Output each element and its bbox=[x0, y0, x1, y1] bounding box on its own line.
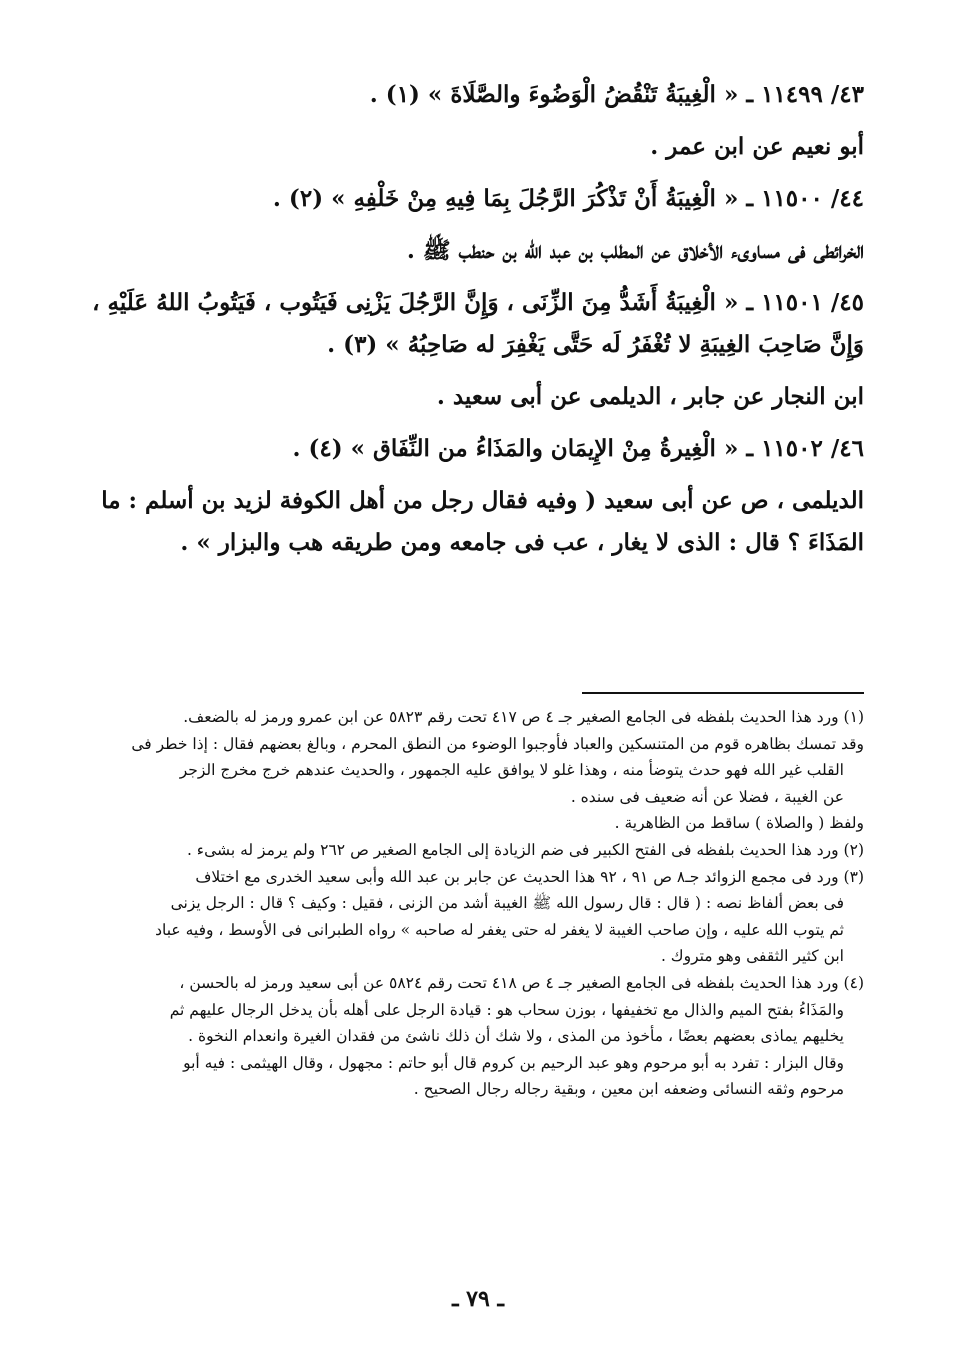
hadith-44-line: ٤٤/ ١١٥٠٠ ـ « الْغِيبَةُ أَنْ تَذْكُرَ الرَّجُلَ بِمَا فِيهِ مِنْ خَلْفِهِ » (٢) . bbox=[272, 185, 864, 212]
hadith-43-source: أبو نعيم عن ابن عمر . bbox=[650, 133, 864, 160]
footnote-2-line-1: (٢) ورد هذا الحديث بلفظه فى الفتح الكبير فى ضم الزيادة إلى الجامع الصغير ص ٢٦٢ ولم يرمز له بشىء . bbox=[186, 840, 864, 859]
hadith-46-source-line-2: المَذَاءَ ؟ قال : الذى لا يغار ، عب فى جامعه ومن طريقه هب والبزار » . bbox=[180, 529, 864, 556]
footnote-3-line-4: ابن كثير الثقفى وهو متروك . bbox=[660, 947, 844, 966]
footnote-4-line-4: وقال البزار : تفرد به أبو مرحوم وهو عبد الرحيم بن كروم قال أبو حاتم : مجهول ، وقال الهيثمى : فيه أبو bbox=[183, 1053, 844, 1072]
hadith-45-source: ابن النجار عن جابر ، الديلمى عن أبى سعيد . bbox=[436, 383, 864, 410]
footnote-1-line-4: عن الغيبة ، فضلا عن أنه ضعيف فى سنده . bbox=[570, 787, 844, 806]
footnote-1-line-5: ولفظ ( والصلاة ) ساقط من الظاهرية . bbox=[614, 814, 864, 833]
footnote-3-line-2: فى بعض ألفاظ نصه : ( قال : قال رسول الله ﷺ الغيبة أشد من الزنى ، فقيل : وكيف ؟ قال : الرجل يزنى bbox=[170, 894, 844, 913]
footnotes-block bbox=[84, 704, 864, 1103]
footnote-1-line-3: القلب غير الله فهو حدث يتوضأ منه ، وهذا غلو لا يوافق عليه الجمهور ، والحديث عندهم خرج مخرج الزجر bbox=[179, 761, 844, 780]
hadith-46-line: ٤٦/ ١١٥٠٢ ـ « الْغِيرةُ مِنْ الإِيمَان والمَذَاءُ من النِّفَاق » (٤) . bbox=[292, 435, 864, 462]
hadith-43-line: ٤٣/ ١١٤٩٩ ـ « الْغِيبَةُ تَنْقُضُ الْوَضُوءَ والصَّلَاةَ » (١) . bbox=[369, 81, 864, 108]
main-text-block bbox=[84, 74, 864, 564]
footnote-4-line-3: يخليهم يماذى بعضهم بعضًا ، مأخوذ من المذى ، ولا شك أن ذلك ناشئ من فقدان الغيرة وانعدام النخوة . bbox=[188, 1027, 844, 1046]
footnote-3-line-1: (٣) ورد فى مجمع الزوائد جـ٨ ص ٩١ ، ٩٢ هذا الحديث عن جابر بن عبد الله وأبى سعيد الخدرى مع اختلاف bbox=[195, 867, 864, 886]
footnote-divider bbox=[582, 692, 864, 694]
footnote-1-line-1: (١) ورد هذا الحديث بلفظه فى الجامع الصغير جـ ٤ ص ٤١٧ تحت رقم ٥٨٢٣ عن ابن عمرو ورمز له بالضعف. bbox=[183, 708, 864, 726]
hadith-45-line-1: ٤٥/ ١١٥٠١ ـ « الْغِيبَةُ أَشَدُّ مِنَ الزِّنَى ، وَإِنَّ الرَّجُلَ يَزْنِى فَيَتُوب ، فَيَتُوبُ اللهُ عَلَيْهِ ، bbox=[92, 289, 864, 316]
page-number: ـ ٧٩ ـ bbox=[452, 1286, 504, 1312]
footnote-4-line-5: مرحوم وثقه النسائى وضعفه ابن معين ، وبقية رجاله رجال الصحيح . bbox=[413, 1080, 844, 1099]
hadith-45-line-2: وَإِنَّ صَاحِبَ الغِيبَةِ لا تُغْفَرُ لَه حَتَّى يَغْفِرَ له صَاحِبُهُ » (٣) . bbox=[327, 331, 864, 358]
hadith-46-source-line-1: الديلمى ، ص عن أبى سعيد ( وفيه فقال رجل من أهل الكوفة لزيد بن أسلم : ما bbox=[101, 487, 864, 514]
footnote-1-line-2: وقد تمسك بظاهره قوم من المتنسكين والعباد فأوجبوا الوضوء من النطق المحرم ، وبالغ بعضهم فقال : إذا خطر فى bbox=[131, 734, 864, 753]
footnote-4-line-2: والمَذَاءُ بفتح الميم والذال مع تخفيفها ، بوزن سحاب هو : قيادة الرجل على أهله بأن يدخل الرجال عليهم ثم bbox=[169, 1000, 844, 1019]
hadith-44-source: الخرائطى فى مساوىء الأخلاق عن المطلب بن عبد الله بن حنطب ﷺ . bbox=[406, 237, 864, 264]
footnote-3-line-3: ثم يتوب الله عليه ، وإن صاحب الغيبة لا يغفر له حتى يغفر له صاحبه » رواه الطبرانى فى الأوسط ، وفيه عباد bbox=[155, 920, 844, 939]
footnote-4-line-1: (٤) ورد هذا الحديث بلفظه فى الجامع الصغير جـ ٤ ص ٤١٨ تحت رقم ٥٨٢٤ عن أبى سعيد ورمز له بالحسن ، bbox=[179, 973, 864, 992]
